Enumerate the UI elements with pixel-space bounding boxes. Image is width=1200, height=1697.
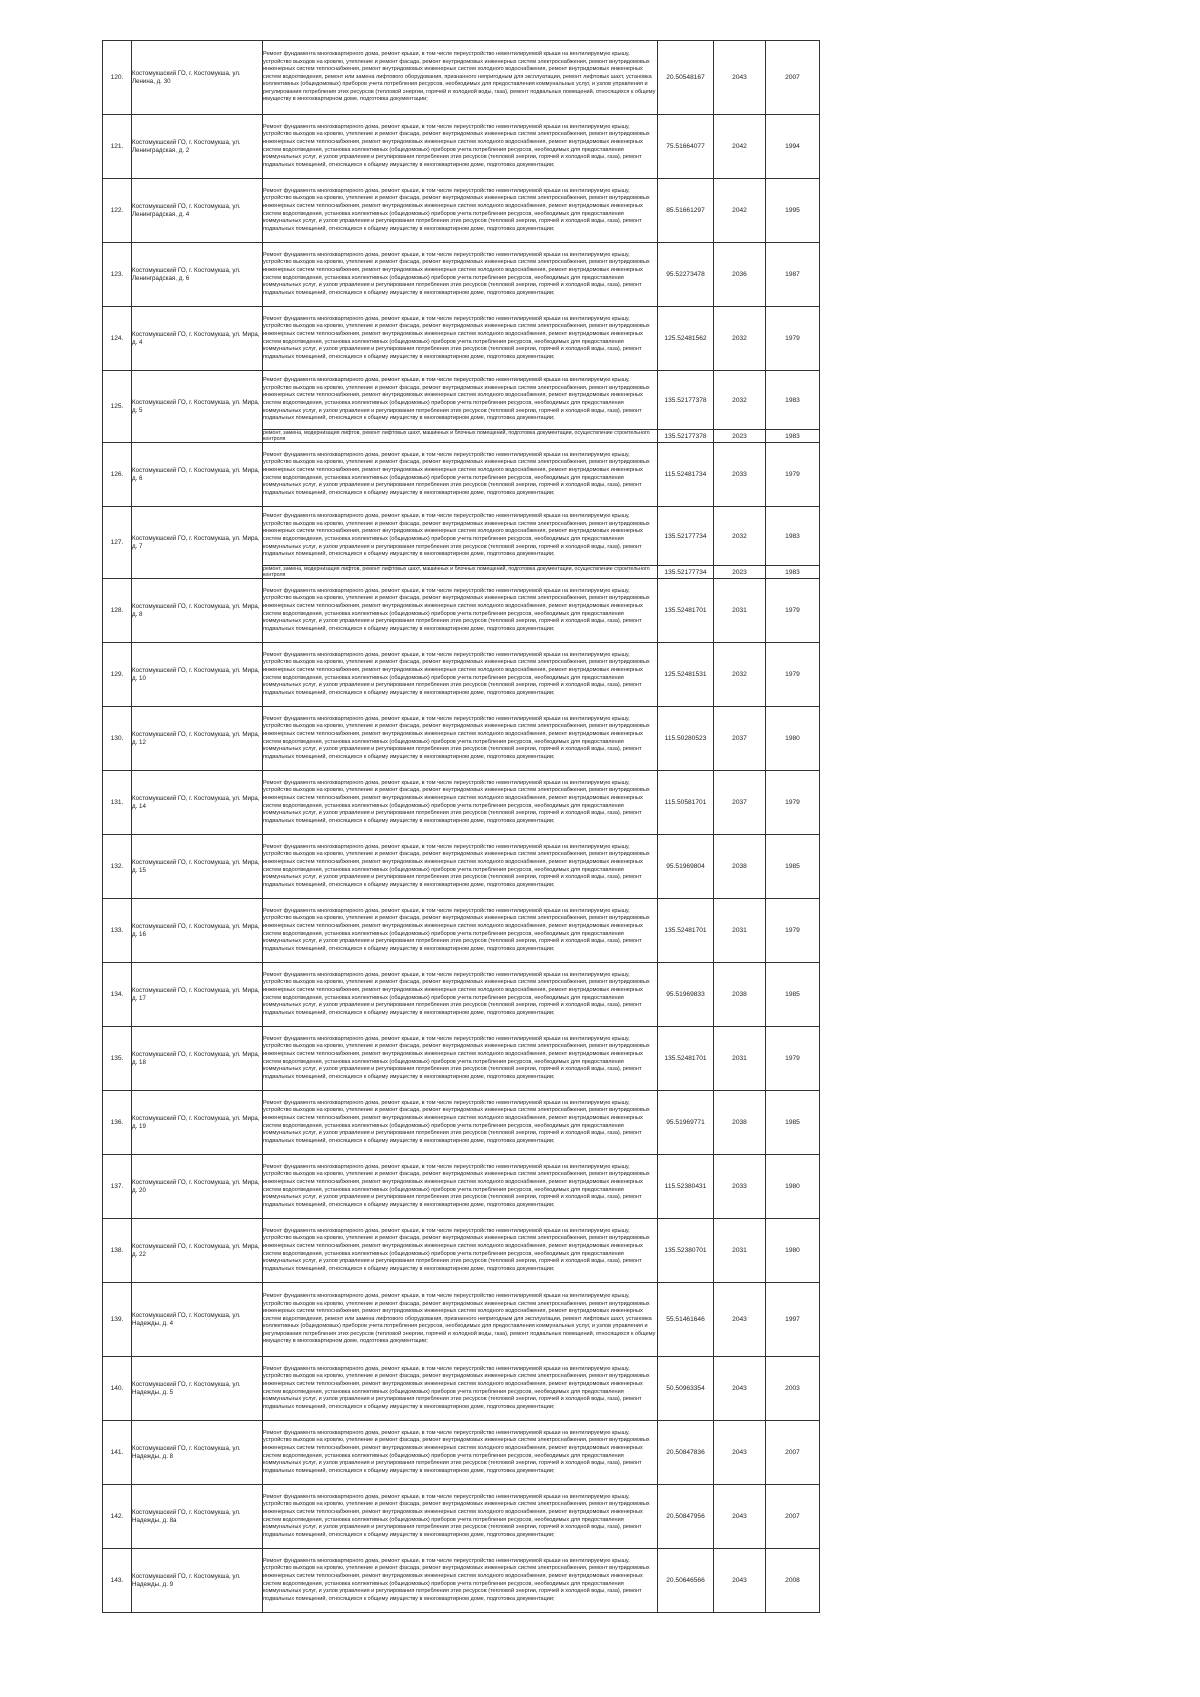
planned-year-cell: 2031 <box>714 899 766 963</box>
cost-cell: 115.50581701 <box>658 771 714 835</box>
build-year-cell: 1983 <box>766 507 820 566</box>
cost-cell: 135.52380701 <box>658 1219 714 1283</box>
build-year-cell: 1979 <box>766 1027 820 1091</box>
address-cell: Костомукшский ГО, г. Костомукша, ул. Ленинградская, д. 4 <box>132 179 263 243</box>
works-cell: Ремонт фундамента многоквартирного дома, ремонт крыши, в том числе переустройство невентилируемой крыши на вентилируемую крышу, устройство выходов на кровлю, утепление и ремонт фасада, ремонт внутридомовых инженерных систем электроснабжения, ремонт внутридомовых инженерных систем теплоснабжения, ремонт внутридомовых инженерных систем холодного водоснабжения, ремонт внутридомовых инженерных систем водоотведения, установка коллективных (общедомовых) приборов учета потребления ресурсов, необходимых для предоставления коммунальных услуг, и узлов управления и регулирования потребления этих ресурсов (тепловой энергии, горячей и холодной воды, газа), ремонт подвальных помещений, относящихся к общему имуществу в многоквартирном доме, подготовка документации; <box>263 443 658 507</box>
address-cell: Костомукшский ГО, г. Костомукша, ул. Ленинградская, д. 6 <box>132 243 263 307</box>
cost-cell: 135.52481701 <box>658 579 714 643</box>
table-row <box>103 443 820 507</box>
row-number-cell: 125. <box>103 371 132 443</box>
planned-year-cell: 2042 <box>714 115 766 179</box>
planned-year-cell: 2032 <box>714 507 766 566</box>
address-cell: Костомукшский ГО, г. Костомукша, ул. Надежды, д. 8а <box>132 1485 263 1549</box>
works-cell: Ремонт фундамента многоквартирного дома, ремонт крыши, в том числе переустройство невентилируемой крыши на вентилируемую крышу, устройство выходов на кровлю, утепление и ремонт фасада, ремонт внутридомовых инженерных систем электроснабжения, ремонт внутридомовых инженерных систем теплоснабжения, ремонт внутридомовых инженерных систем холодного водоснабжения, ремонт внутридомовых инженерных систем водоотведения, установка коллективных (общедомовых) приборов учета потребления ресурсов, необходимых для предоставления коммунальных услуг, и узлов управления и регулирования потребления этих ресурсов (тепловой энергии, горячей и холодной воды, газа), ремонт подвальных помещений, относящихся к общему имуществу в многоквартирном доме, подготовка документации; <box>263 835 658 899</box>
row-number-cell: 140. <box>103 1357 132 1421</box>
build-year-cell: 2008 <box>766 1549 820 1613</box>
build-year-cell: 1995 <box>766 179 820 243</box>
row-number-cell: 126. <box>103 443 132 507</box>
works-cell: Ремонт фундамента многоквартирного дома, ремонт крыши, в том числе переустройство невентилируемой крыши на вентилируемую крышу, устройство выходов на кровлю, утепление и ремонт фасада, ремонт внутридомовых инженерных систем электроснабжения, ремонт внутридомовых инженерных систем теплоснабжения, ремонт внутридомовых инженерных систем холодного водоснабжения, ремонт внутридомовых инженерных систем водоотведения, ремонт или замена лифтового оборудования, признанного непригодным для эксплуатации, ремонт лифтовых шахт, установка коллективных (общедомовых) приборов учета потребления ресурсов, необходимых для предоставления коммунальных услуг, и узлов управления и регулирования потребления этих ресурсов (тепловой энергии, горячей и холодной воды, газа), ремонт подвальных помещений, относящихся к общему имуществу в многоквартирном доме, подготовка документации; <box>263 41 658 115</box>
address-cell: Костомукшский ГО, г. Костомукша, ул. Мира, д. 14 <box>132 771 263 835</box>
address-cell: Костомукшский ГО, г. Костомукша, ул. Надежды, д. 8 <box>132 1421 263 1485</box>
table-row <box>103 1357 820 1421</box>
build-year-cell: 1983 <box>766 566 820 579</box>
cost-cell: 95.51969833 <box>658 963 714 1027</box>
cost-cell: 95.51969771 <box>658 1091 714 1155</box>
planned-year-cell: 2043 <box>714 1357 766 1421</box>
table-row <box>103 771 820 835</box>
row-number-cell: 134. <box>103 963 132 1027</box>
table-row <box>103 1219 820 1283</box>
address-cell: Костомукшский ГО, г. Костомукша, ул. Мира, д. 15 <box>132 835 263 899</box>
build-year-cell: 1997 <box>766 1283 820 1357</box>
table-row <box>103 115 820 179</box>
row-number-cell: 131. <box>103 771 132 835</box>
works-cell: Ремонт фундамента многоквартирного дома, ремонт крыши, в том числе переустройство невентилируемой крыши на вентилируемую крышу, устройство выходов на кровлю, утепление и ремонт фасада, ремонт внутридомовых инженерных систем электроснабжения, ремонт внутридомовых инженерных систем теплоснабжения, ремонт внутридомовых инженерных систем холодного водоснабжения, ремонт внутридомовых инженерных систем водоотведения, установка коллективных (общедомовых) приборов учета потребления ресурсов, необходимых для предоставления коммунальных услуг, и узлов управления и регулирования потребления этих ресурсов (тепловой энергии, горячей и холодной воды, газа), ремонт подвальных помещений, относящихся к общему имуществу в многоквартирном доме, подготовка документации; <box>263 579 658 643</box>
row-number-cell: 121. <box>103 115 132 179</box>
works-cell: ремонт, замена, модернизация лифтов, ремонт лифтовых шахт, машинных и блочных помещений, подготовка документации, осуществление строительного контроля <box>263 430 658 443</box>
table-row <box>103 307 820 371</box>
build-year-cell: 1987 <box>766 243 820 307</box>
address-cell: Костомукшский ГО, г. Костомукша, ул. Ленинградская, д. 2 <box>132 115 263 179</box>
cost-cell: 20.50646566 <box>658 1549 714 1613</box>
address-cell: Костомукшский ГО, г. Костомукша, ул. Мира, д. 19 <box>132 1091 263 1155</box>
address-cell: Костомукшский ГО, г. Костомукша, ул. Мира, д. 8 <box>132 579 263 643</box>
works-cell: Ремонт фундамента многоквартирного дома, ремонт крыши, в том числе переустройство невентилируемой крыши на вентилируемую крышу, устройство выходов на кровлю, утепление и ремонт фасада, ремонт внутридомовых инженерных систем электроснабжения, ремонт внутридомовых инженерных систем теплоснабжения, ремонт внутридомовых инженерных систем холодного водоснабжения, ремонт внутридомовых инженерных систем водоотведения, установка коллективных (общедомовых) приборов учета потребления ресурсов, необходимых для предоставления коммунальных услуг, и узлов управления и регулирования потребления этих ресурсов (тепловой энергии, горячей и холодной воды, газа), ремонт подвальных помещений, относящихся к общему имуществу в многоквартирном доме, подготовка документации; <box>263 307 658 371</box>
planned-year-cell: 2032 <box>714 643 766 707</box>
table-row <box>103 1549 820 1613</box>
planned-year-cell: 2036 <box>714 243 766 307</box>
works-cell: Ремонт фундамента многоквартирного дома, ремонт крыши, в том числе переустройство невентилируемой крыши на вентилируемую крышу, устройство выходов на кровлю, утепление и ремонт фасада, ремонт внутридомовых инженерных систем электроснабжения, ремонт внутридомовых инженерных систем теплоснабжения, ремонт внутридомовых инженерных систем холодного водоснабжения, ремонт внутридомовых инженерных систем водоотведения, установка коллективных (общедомовых) приборов учета потребления ресурсов, необходимых для предоставления коммунальных услуг, и узлов управления и регулирования потребления этих ресурсов (тепловой энергии, горячей и холодной воды, газа), ремонт подвальных помещений, относящихся к общему имуществу в многоквартирном доме, подготовка документации; <box>263 643 658 707</box>
planned-year-cell: 2023 <box>714 430 766 443</box>
cost-cell: 20.50847956 <box>658 1485 714 1549</box>
works-cell: Ремонт фундамента многоквартирного дома, ремонт крыши, в том числе переустройство невентилируемой крыши на вентилируемую крышу, устройство выходов на кровлю, утепление и ремонт фасада, ремонт внутридомовых инженерных систем электроснабжения, ремонт внутридомовых инженерных систем теплоснабжения, ремонт внутридомовых инженерных систем холодного водоснабжения, ремонт внутридомовых инженерных систем водоотведения, установка коллективных (общедомовых) приборов учета потребления ресурсов, необходимых для предоставления коммунальных услуг, и узлов управления и регулирования потребления этих ресурсов (тепловой энергии, горячей и холодной воды, газа), ремонт подвальных помещений, относящихся к общему имуществу в многоквартирном доме, подготовка документации; <box>263 507 658 566</box>
cost-cell: 135.52177378 <box>658 430 714 443</box>
address-cell: Костомукшский ГО, г. Костомукша, ул. Мира, д. 12 <box>132 707 263 771</box>
build-year-cell: 2007 <box>766 1421 820 1485</box>
cost-cell: 50.50963354 <box>658 1357 714 1421</box>
works-cell: Ремонт фундамента многоквартирного дома, ремонт крыши, в том числе переустройство невентилируемой крыши на вентилируемую крышу, устройство выходов на кровлю, утепление и ремонт фасада, ремонт внутридомовых инженерных систем электроснабжения, ремонт внутридомовых инженерных систем теплоснабжения, ремонт внутридомовых инженерных систем холодного водоснабжения, ремонт внутридомовых инженерных систем водоотведения, установка коллективных (общедомовых) приборов учета потребления ресурсов, необходимых для предоставления коммунальных услуг, и узлов управления и регулирования потребления этих ресурсов (тепловой энергии, горячей и холодной воды, газа), ремонт подвальных помещений, относящихся к общему имуществу в многоквартирном доме, подготовка документации; <box>263 707 658 771</box>
row-number-cell: 128. <box>103 579 132 643</box>
table-row <box>103 243 820 307</box>
works-cell: Ремонт фундамента многоквартирного дома, ремонт крыши, в том числе переустройство невентилируемой крыши на вентилируемую крышу, устройство выходов на кровлю, утепление и ремонт фасада, ремонт внутридомовых инженерных систем электроснабжения, ремонт внутридомовых инженерных систем теплоснабжения, ремонт внутридомовых инженерных систем холодного водоснабжения, ремонт внутридомовых инженерных систем водоотведения, установка коллективных (общедомовых) приборов учета потребления ресурсов, необходимых для предоставления коммунальных услуг, и узлов управления и регулирования потребления этих ресурсов (тепловой энергии, горячей и холодной воды, газа), ремонт подвальных помещений, относящихся к общему имуществу в многоквартирном доме, подготовка документации; <box>263 899 658 963</box>
address-cell: Костомукшский ГО, г. Костомукша, ул. Надежды, д. 4 <box>132 1283 263 1357</box>
planned-year-cell: 2031 <box>714 579 766 643</box>
planned-year-cell: 2043 <box>714 1485 766 1549</box>
build-year-cell: 1979 <box>766 899 820 963</box>
row-number-cell: 124. <box>103 307 132 371</box>
cost-cell: 95.52273478 <box>658 243 714 307</box>
planned-year-cell: 2033 <box>714 443 766 507</box>
row-number-cell: 136. <box>103 1091 132 1155</box>
build-year-cell: 1985 <box>766 963 820 1027</box>
works-cell: Ремонт фундамента многоквартирного дома, ремонт крыши, в том числе переустройство невентилируемой крыши на вентилируемую крышу, устройство выходов на кровлю, утепление и ремонт фасада, ремонт внутридомовых инженерных систем электроснабжения, ремонт внутридомовых инженерных систем теплоснабжения, ремонт внутридомовых инженерных систем холодного водоснабжения, ремонт внутридомовых инженерных систем водоотведения, установка коллективных (общедомовых) приборов учета потребления ресурсов, необходимых для предоставления коммунальных услуг, и узлов управления и регулирования потребления этих ресурсов (тепловой энергии, горячей и холодной воды, газа), ремонт подвальных помещений, относящихся к общему имуществу в многоквартирном доме, подготовка документации; <box>263 1091 658 1155</box>
cost-cell: 135.52177734 <box>658 566 714 579</box>
planned-year-cell: 2043 <box>714 1549 766 1613</box>
build-year-cell: 1979 <box>766 643 820 707</box>
table-row <box>103 579 820 643</box>
cost-cell: 125.52481562 <box>658 307 714 371</box>
address-cell: Костомукшский ГО, г. Костомукша, ул. Мира, д. 22 <box>132 1219 263 1283</box>
table-row <box>103 1027 820 1091</box>
planned-year-cell: 2037 <box>714 707 766 771</box>
works-cell: Ремонт фундамента многоквартирного дома, ремонт крыши, в том числе переустройство невентилируемой крыши на вентилируемую крышу, устройство выходов на кровлю, утепление и ремонт фасада, ремонт внутридомовых инженерных систем электроснабжения, ремонт внутридомовых инженерных систем теплоснабжения, ремонт внутридомовых инженерных систем холодного водоснабжения, ремонт внутридомовых инженерных систем водоотведения, установка коллективных (общедомовых) приборов учета потребления ресурсов, необходимых для предоставления коммунальных услуг, и узлов управления и регулирования потребления этих ресурсов (тепловой энергии, горячей и холодной воды, газа), ремонт подвальных помещений, относящихся к общему имуществу в многоквартирном доме, подготовка документации; <box>263 1485 658 1549</box>
build-year-cell: 1983 <box>766 430 820 443</box>
table-row <box>103 1283 820 1357</box>
cost-cell: 135.52177378 <box>658 371 714 430</box>
build-year-cell: 1979 <box>766 771 820 835</box>
row-number-cell: 143. <box>103 1549 132 1613</box>
table-row <box>103 371 820 430</box>
works-cell: Ремонт фундамента многоквартирного дома, ремонт крыши, в том числе переустройство невентилируемой крыши на вентилируемую крышу, устройство выходов на кровлю, утепление и ремонт фасада, ремонт внутридомовых инженерных систем электроснабжения, ремонт внутридомовых инженерных систем теплоснабжения, ремонт внутридомовых инженерных систем холодного водоснабжения, ремонт внутридомовых инженерных систем водоотведения, установка коллективных (общедомовых) приборов учета потребления ресурсов, необходимых для предоставления коммунальных услуг, и узлов управления и регулирования потребления этих ресурсов (тепловой энергии, горячей и холодной воды, газа), ремонт подвальных помещений, относящихся к общему имуществу в многоквартирном доме, подготовка документации; <box>263 179 658 243</box>
register-table-body <box>103 41 820 1613</box>
address-cell: Костомукшский ГО, г. Костомукша, ул. Надежды, д. 9 <box>132 1549 263 1613</box>
address-cell: Костомукшский ГО, г. Костомукша, ул. Мира, д. 6 <box>132 443 263 507</box>
cost-cell: 115.50280523 <box>658 707 714 771</box>
planned-year-cell: 2037 <box>714 771 766 835</box>
planned-year-cell: 2031 <box>714 1027 766 1091</box>
works-cell: Ремонт фундамента многоквартирного дома, ремонт крыши, в том числе переустройство невентилируемой крыши на вентилируемую крышу, устройство выходов на кровлю, утепление и ремонт фасада, ремонт внутридомовых инженерных систем электроснабжения, ремонт внутридомовых инженерных систем теплоснабжения, ремонт внутридомовых инженерных систем холодного водоснабжения, ремонт внутридомовых инженерных систем водоотведения, установка коллективных (общедомовых) приборов учета потребления ресурсов, необходимых для предоставления коммунальных услуг, и узлов управления и регулирования потребления этих ресурсов (тепловой энергии, горячей и холодной воды, газа), ремонт подвальных помещений, относящихся к общему имуществу в многоквартирном доме, подготовка документации; <box>263 1219 658 1283</box>
row-number-cell: 142. <box>103 1485 132 1549</box>
cost-cell: 95.51969804 <box>658 835 714 899</box>
works-cell: Ремонт фундамента многоквартирного дома, ремонт крыши, в том числе переустройство невентилируемой крыши на вентилируемую крышу, устройство выходов на кровлю, утепление и ремонт фасада, ремонт внутридомовых инженерных систем электроснабжения, ремонт внутридомовых инженерных систем теплоснабжения, ремонт внутридомовых инженерных систем холодного водоснабжения, ремонт внутридомовых инженерных систем водоотведения, установка коллективных (общедомовых) приборов учета потребления ресурсов, необходимых для предоставления коммунальных услуг, и узлов управления и регулирования потребления этих ресурсов (тепловой энергии, горячей и холодной воды, газа), ремонт подвальных помещений, относящихся к общему имуществу в многоквартирном доме, подготовка документации; <box>263 243 658 307</box>
planned-year-cell: 2031 <box>714 1219 766 1283</box>
works-cell: Ремонт фундамента многоквартирного дома, ремонт крыши, в том числе переустройство невентилируемой крыши на вентилируемую крышу, устройство выходов на кровлю, утепление и ремонт фасада, ремонт внутридомовых инженерных систем электроснабжения, ремонт внутридомовых инженерных систем теплоснабжения, ремонт внутридомовых инженерных систем холодного водоснабжения, ремонт внутридомовых инженерных систем водоотведения, установка коллективных (общедомовых) приборов учета потребления ресурсов, необходимых для предоставления коммунальных услуг, и узлов управления и регулирования потребления этих ресурсов (тепловой энергии, горячей и холодной воды, газа), ремонт подвальных помещений, относящихся к общему имуществу в многоквартирном доме, подготовка документации; <box>263 963 658 1027</box>
planned-year-cell: 2033 <box>714 1155 766 1219</box>
cost-cell: 135.52177734 <box>658 507 714 566</box>
address-cell: Костомукшский ГО, г. Костомукша, ул. Мира, д. 7 <box>132 507 263 579</box>
cost-cell: 125.52481531 <box>658 643 714 707</box>
row-number-cell: 123. <box>103 243 132 307</box>
planned-year-cell: 2032 <box>714 371 766 430</box>
address-cell: Костомукшский ГО, г. Костомукша, ул. Ленина, д. 30 <box>132 41 263 115</box>
build-year-cell: 1979 <box>766 579 820 643</box>
build-year-cell: 1979 <box>766 307 820 371</box>
row-number-cell: 139. <box>103 1283 132 1357</box>
address-cell: Костомукшский ГО, г. Костомукша, ул. Надежды, д. 5 <box>132 1357 263 1421</box>
build-year-cell: 1994 <box>766 115 820 179</box>
table-row <box>103 643 820 707</box>
row-number-cell: 122. <box>103 179 132 243</box>
cost-cell: 20.50847836 <box>658 1421 714 1485</box>
cost-cell: 135.52481701 <box>658 899 714 963</box>
table-row <box>103 707 820 771</box>
cost-cell: 85.51661297 <box>658 179 714 243</box>
row-number-cell: 132. <box>103 835 132 899</box>
table-row <box>103 899 820 963</box>
works-cell: Ремонт фундамента многоквартирного дома, ремонт крыши, в том числе переустройство невентилируемой крыши на вентилируемую крышу, устройство выходов на кровлю, утепление и ремонт фасада, ремонт внутридомовых инженерных систем электроснабжения, ремонт внутридомовых инженерных систем теплоснабжения, ремонт внутридомовых инженерных систем холодного водоснабжения, ремонт внутридомовых инженерных систем водоотведения, установка коллективных (общедомовых) приборов учета потребления ресурсов, необходимых для предоставления коммунальных услуг, и узлов управления и регулирования потребления этих ресурсов (тепловой энергии, горячей и холодной воды, газа), ремонт подвальных помещений, относящихся к общему имуществу в многоквартирном доме, подготовка документации; <box>263 1027 658 1091</box>
table-row <box>103 1421 820 1485</box>
row-number-cell: 120. <box>103 41 132 115</box>
build-year-cell: 2007 <box>766 1485 820 1549</box>
row-number-cell: 127. <box>103 507 132 579</box>
table-row <box>103 1485 820 1549</box>
planned-year-cell: 2023 <box>714 566 766 579</box>
cost-cell: 75.51664077 <box>658 115 714 179</box>
table-row <box>103 835 820 899</box>
works-cell: Ремонт фундамента многоквартирного дома, ремонт крыши, в том числе переустройство невентилируемой крыши на вентилируемую крышу, устройство выходов на кровлю, утепление и ремонт фасада, ремонт внутридомовых инженерных систем электроснабжения, ремонт внутридомовых инженерных систем теплоснабжения, ремонт внутридомовых инженерных систем холодного водоснабжения, ремонт внутридомовых инженерных систем водоотведения, установка коллективных (общедомовых) приборов учета потребления ресурсов, необходимых для предоставления коммунальных услуг, и узлов управления и регулирования потребления этих ресурсов (тепловой энергии, горячей и холодной воды, газа), ремонт подвальных помещений, относящихся к общему имуществу в многоквартирном доме, подготовка документации; <box>263 371 658 430</box>
table-row <box>103 179 820 243</box>
row-number-cell: 141. <box>103 1421 132 1485</box>
planned-year-cell: 2043 <box>714 1283 766 1357</box>
address-cell: Костомукшский ГО, г. Костомукша, ул. Мира, д. 20 <box>132 1155 263 1219</box>
cost-cell: 135.52481701 <box>658 1027 714 1091</box>
row-number-cell: 135. <box>103 1027 132 1091</box>
planned-year-cell: 2032 <box>714 307 766 371</box>
address-cell: Костомукшский ГО, г. Костомукша, ул. Мира, д. 5 <box>132 371 263 443</box>
build-year-cell: 2007 <box>766 41 820 115</box>
works-cell: Ремонт фундамента многоквартирного дома, ремонт крыши, в том числе переустройство невентилируемой крыши на вентилируемую крышу, устройство выходов на кровлю, утепление и ремонт фасада, ремонт внутридомовых инженерных систем электроснабжения, ремонт внутридомовых инженерных систем теплоснабжения, ремонт внутридомовых инженерных систем холодного водоснабжения, ремонт внутридомовых инженерных систем водоотведения, установка коллективных (общедомовых) приборов учета потребления ресурсов, необходимых для предоставления коммунальных услуг, и узлов управления и регулирования потребления этих ресурсов (тепловой энергии, горячей и холодной воды, газа), ремонт подвальных помещений, относящихся к общему имуществу в многоквартирном доме, подготовка документации; <box>263 1155 658 1219</box>
row-number-cell: 138. <box>103 1219 132 1283</box>
cost-cell: 115.52481734 <box>658 443 714 507</box>
cost-cell: 20.50548167 <box>658 41 714 115</box>
build-year-cell: 1980 <box>766 1155 820 1219</box>
planned-year-cell: 2038 <box>714 963 766 1027</box>
address-cell: Костомукшский ГО, г. Костомукша, ул. Мира, д. 4 <box>132 307 263 371</box>
table-row <box>103 1155 820 1219</box>
row-number-cell: 133. <box>103 899 132 963</box>
planned-year-cell: 2038 <box>714 835 766 899</box>
address-cell: Костомукшский ГО, г. Костомукша, ул. Мира, д. 17 <box>132 963 263 1027</box>
works-cell: Ремонт фундамента многоквартирного дома, ремонт крыши, в том числе переустройство невентилируемой крыши на вентилируемую крышу, устройство выходов на кровлю, утепление и ремонт фасада, ремонт внутридомовых инженерных систем электроснабжения, ремонт внутридомовых инженерных систем теплоснабжения, ремонт внутридомовых инженерных систем холодного водоснабжения, ремонт внутридомовых инженерных систем водоотведения, установка коллективных (общедомовых) приборов учета потребления ресурсов, необходимых для предоставления коммунальных услуг, и узлов управления и регулирования потребления этих ресурсов (тепловой энергии, горячей и холодной воды, газа), ремонт подвальных помещений, относящихся к общему имуществу в многоквартирном доме, подготовка документации; <box>263 1421 658 1485</box>
register-table <box>102 40 820 1613</box>
planned-year-cell: 2042 <box>714 179 766 243</box>
planned-year-cell: 2043 <box>714 1421 766 1485</box>
capital-repair-register <box>102 40 813 1613</box>
planned-year-cell: 2043 <box>714 41 766 115</box>
works-cell: Ремонт фундамента многоквартирного дома, ремонт крыши, в том числе переустройство невентилируемой крыши на вентилируемую крышу, устройство выходов на кровлю, утепление и ремонт фасада, ремонт внутридомовых инженерных систем электроснабжения, ремонт внутридомовых инженерных систем теплоснабжения, ремонт внутридомовых инженерных систем холодного водоснабжения, ремонт внутридомовых инженерных систем водоотведения, установка коллективных (общедомовых) приборов учета потребления ресурсов, необходимых для предоставления коммунальных услуг, и узлов управления и регулирования потребления этих ресурсов (тепловой энергии, горячей и холодной воды, газа), ремонт подвальных помещений, относящихся к общему имуществу в многоквартирном доме, подготовка документации; <box>263 771 658 835</box>
planned-year-cell: 2038 <box>714 1091 766 1155</box>
row-number-cell: 130. <box>103 707 132 771</box>
build-year-cell: 1985 <box>766 1091 820 1155</box>
works-cell: Ремонт фундамента многоквартирного дома, ремонт крыши, в том числе переустройство невентилируемой крыши на вентилируемую крышу, устройство выходов на кровлю, утепление и ремонт фасада, ремонт внутридомовых инженерных систем электроснабжения, ремонт внутридомовых инженерных систем теплоснабжения, ремонт внутридомовых инженерных систем холодного водоснабжения, ремонт внутридомовых инженерных систем водоотведения, установка коллективных (общедомовых) приборов учета потребления ресурсов, необходимых для предоставления коммунальных услуг, и узлов управления и регулирования потребления этих ресурсов (тепловой энергии, горячей и холодной воды, газа), ремонт подвальных помещений, относящихся к общему имуществу в многоквартирном доме, подготовка документации; <box>263 115 658 179</box>
table-row <box>103 963 820 1027</box>
build-year-cell: 1985 <box>766 835 820 899</box>
row-number-cell: 137. <box>103 1155 132 1219</box>
table-row <box>103 1091 820 1155</box>
build-year-cell: 1979 <box>766 443 820 507</box>
row-number-cell: 129. <box>103 643 132 707</box>
cost-cell: 55.51461646 <box>658 1283 714 1357</box>
works-cell: ремонт, замена, модернизация лифтов, ремонт лифтовых шахт, машинных и блочных помещений, подготовка документации, осуществление строительного контроля <box>263 566 658 579</box>
build-year-cell: 1983 <box>766 371 820 430</box>
cost-cell: 115.52380431 <box>658 1155 714 1219</box>
works-cell: Ремонт фундамента многоквартирного дома, ремонт крыши, в том числе переустройство невентилируемой крыши на вентилируемую крышу, устройство выходов на кровлю, утепление и ремонт фасада, ремонт внутридомовых инженерных систем электроснабжения, ремонт внутридомовых инженерных систем теплоснабжения, ремонт внутридомовых инженерных систем холодного водоснабжения, ремонт внутридомовых инженерных систем водоотведения, ремонт или замена лифтового оборудования, признанного непригодным для эксплуатации, ремонт лифтовых шахт, установка коллективных (общедомовых) приборов учета потребления ресурсов, необходимых для предоставления коммунальных услуг, и узлов управления и регулирования потребления этих ресурсов (тепловой энергии, горячей и холодной воды, газа), ремонт подвальных помещений, относящихся к общему имуществу в многоквартирном доме, подготовка документации; <box>263 1283 658 1357</box>
build-year-cell: 1980 <box>766 707 820 771</box>
works-cell: Ремонт фундамента многоквартирного дома, ремонт крыши, в том числе переустройство невентилируемой крыши на вентилируемую крышу, устройство выходов на кровлю, утепление и ремонт фасада, ремонт внутридомовых инженерных систем электроснабжения, ремонт внутридомовых инженерных систем теплоснабжения, ремонт внутридомовых инженерных систем холодного водоснабжения, ремонт внутридомовых инженерных систем водоотведения, установка коллективных (общедомовых) приборов учета потребления ресурсов, необходимых для предоставления коммунальных услуг, и узлов управления и регулирования потребления этих ресурсов (тепловой энергии, горячей и холодной воды, газа), ремонт подвальных помещений, относящихся к общему имуществу в многоквартирном доме, подготовка документации; <box>263 1357 658 1421</box>
build-year-cell: 2003 <box>766 1357 820 1421</box>
address-cell: Костомукшский ГО, г. Костомукша, ул. Мира, д. 18 <box>132 1027 263 1091</box>
works-cell: Ремонт фундамента многоквартирного дома, ремонт крыши, в том числе переустройство невентилируемой крыши на вентилируемую крышу, устройство выходов на кровлю, утепление и ремонт фасада, ремонт внутридомовых инженерных систем электроснабжения, ремонт внутридомовых инженерных систем теплоснабжения, ремонт внутридомовых инженерных систем холодного водоснабжения, ремонт внутридомовых инженерных систем водоотведения, установка коллективных (общедомовых) приборов учета потребления ресурсов, необходимых для предоставления коммунальных услуг, и узлов управления и регулирования потребления этих ресурсов (тепловой энергии, горячей и холодной воды, газа), ремонт подвальных помещений, относящихся к общему имуществу в многоквартирном доме, подготовка документации; <box>263 1549 658 1613</box>
table-row <box>103 41 820 115</box>
address-cell: Костомукшский ГО, г. Костомукша, ул. Мира, д. 10 <box>132 643 263 707</box>
table-row <box>103 507 820 566</box>
address-cell: Костомукшский ГО, г. Костомукша, ул. Мира, д. 16 <box>132 899 263 963</box>
build-year-cell: 1980 <box>766 1219 820 1283</box>
